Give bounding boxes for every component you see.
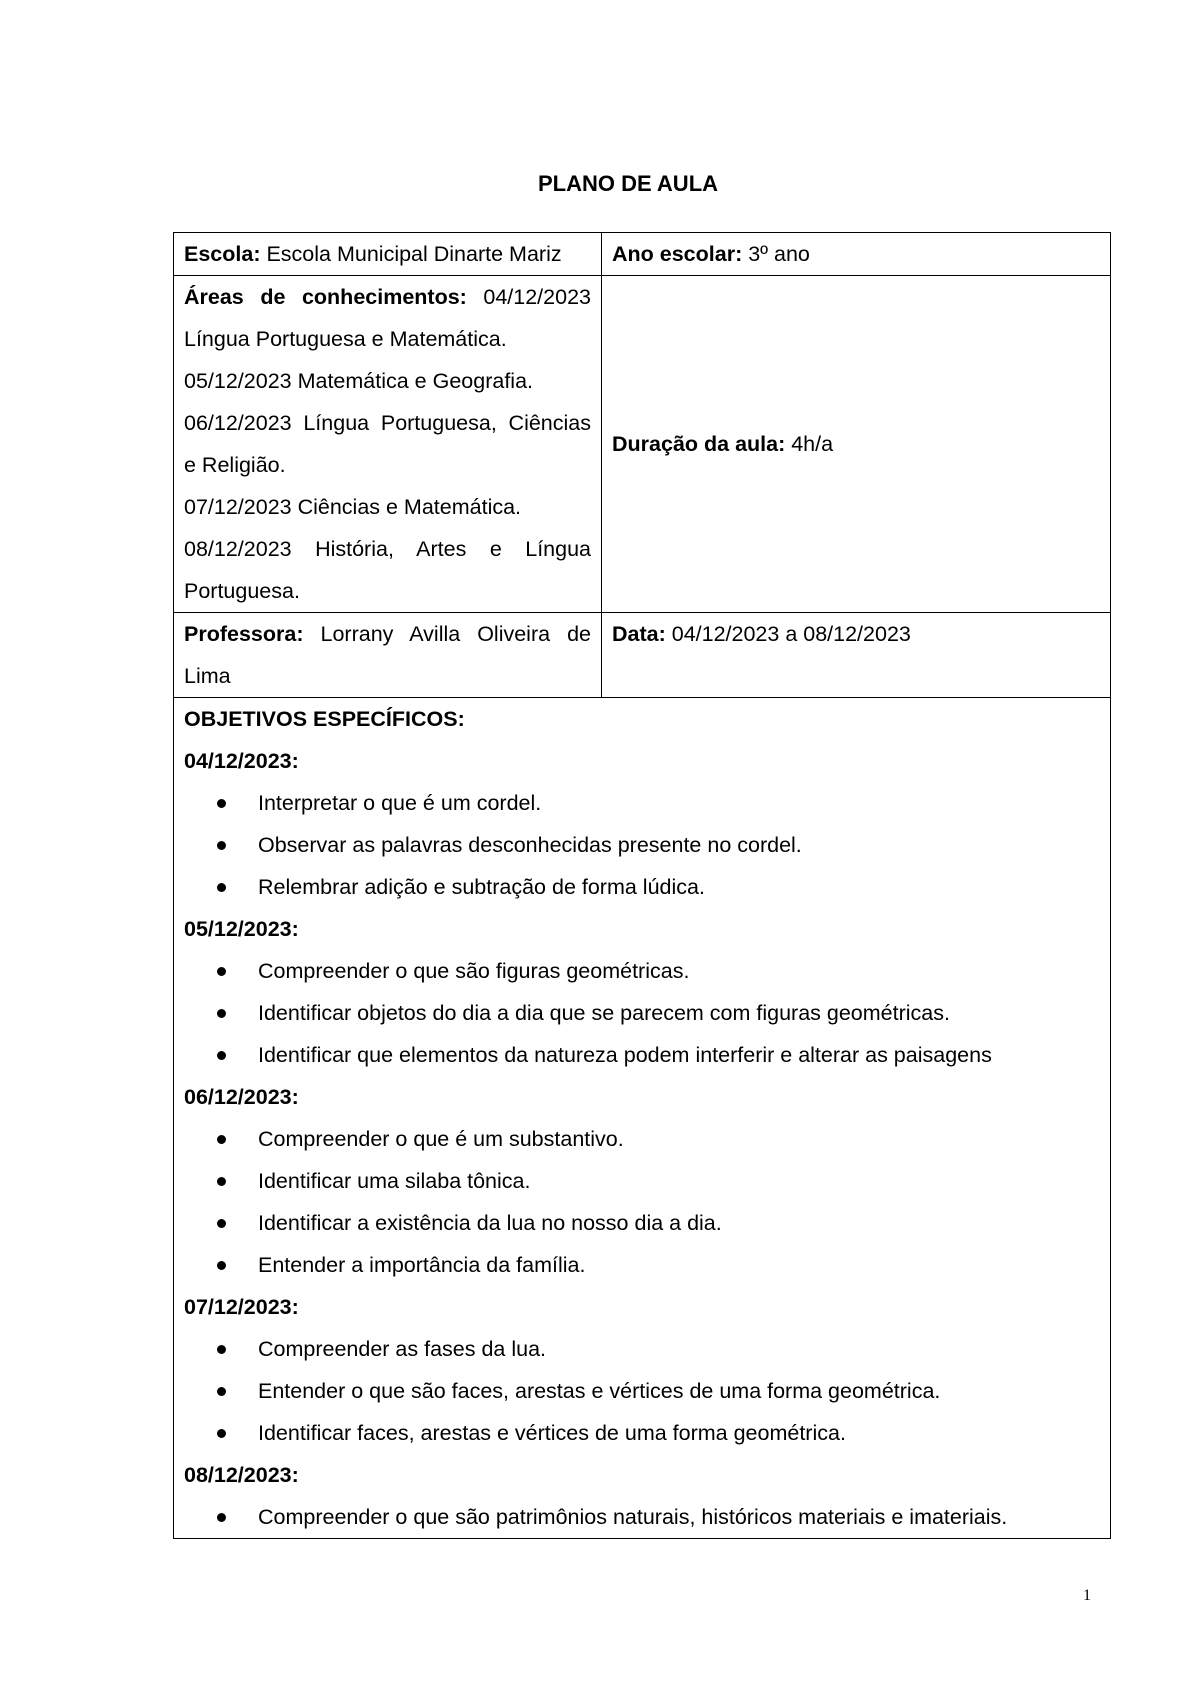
list-item	[212, 1202, 1100, 1244]
areas-line-3: 06/12/2023 Língua Portuguesa, Ciências e Religião.	[184, 411, 591, 477]
professora-label: Professora:	[184, 622, 304, 646]
data-label: Data:	[612, 622, 666, 646]
data-value: 04/12/2023 a 08/12/2023	[665, 622, 911, 646]
bullet-icon	[217, 883, 226, 892]
professora-cell	[174, 613, 602, 698]
duracao-cell	[602, 276, 1111, 613]
list-item-text: Entender a importância da família.	[258, 1253, 586, 1277]
bullet-icon	[217, 1009, 226, 1018]
list-item-text: Compreender as fases da lua.	[258, 1337, 547, 1361]
bullet-icon	[217, 1135, 226, 1144]
areas-line-2: 05/12/2023 Matemática e Geografia.	[184, 369, 533, 393]
bullet-icon	[217, 1429, 226, 1438]
bullet-icon	[217, 841, 226, 850]
objetivos-title: OBJETIVOS ESPECÍFICOS:	[184, 707, 465, 731]
day-date: 06/12/2023:	[184, 1085, 299, 1109]
list-item	[212, 1034, 1100, 1076]
list-item	[212, 1160, 1100, 1202]
list-item	[212, 950, 1100, 992]
list-item-text: Identificar uma silaba tônica.	[258, 1169, 531, 1193]
duracao-value: 4h/a	[785, 432, 834, 456]
table-row	[174, 613, 1111, 698]
list-item-text: Entender o que são faces, arestas e vértices de uma forma geométrica.	[258, 1379, 941, 1403]
list-item-text: Interpretar o que é um cordel.	[258, 791, 542, 815]
lesson-plan-table	[173, 232, 1111, 1539]
ano-label: Ano escolar:	[612, 242, 743, 266]
escola-label: Escola:	[184, 242, 261, 266]
document-title: PLANO DE AULA	[537, 171, 719, 196]
list-item	[212, 866, 1100, 908]
bullet-icon	[217, 967, 226, 976]
data-cell	[602, 613, 1111, 698]
day-date: 04/12/2023:	[184, 749, 299, 773]
areas-line-1	[184, 276, 591, 360]
professora-value: Lorrany Avilla Oliveira de Lima	[184, 622, 591, 688]
ano-cell	[602, 233, 1111, 276]
day-date: 05/12/2023:	[184, 917, 299, 941]
list-item-text: Identificar objetos do dia a dia que se parecem com figuras geométricas.	[258, 1001, 950, 1025]
list-item	[212, 1244, 1100, 1286]
ano-value: 3º ano	[742, 242, 810, 266]
list-item	[212, 992, 1100, 1034]
list-item	[212, 824, 1100, 866]
bullet-icon	[217, 1513, 226, 1522]
objective-list	[184, 950, 1100, 1076]
list-item-text: Observar as palavras desconhecidas presente no cordel.	[258, 833, 802, 857]
duracao-label: Duração da aula:	[612, 432, 786, 456]
list-item	[212, 1328, 1100, 1370]
list-item-text: Identificar a existência da lua no nosso dia a dia.	[258, 1211, 722, 1235]
objective-list	[184, 782, 1100, 908]
areas-line-4: 07/12/2023 Ciências e Matemática.	[184, 495, 522, 519]
list-item-text: Identificar que elementos da natureza podem interferir e alterar as paisagens	[258, 1043, 992, 1067]
bullet-icon	[217, 1219, 226, 1228]
bullet-icon	[217, 799, 226, 808]
bullet-icon	[217, 1051, 226, 1060]
list-item-text: Identificar faces, arestas e vértices de uma forma geométrica.	[258, 1421, 846, 1445]
list-item	[212, 1412, 1100, 1454]
page-number: 1	[1083, 1587, 1091, 1604]
escola-cell	[174, 233, 602, 276]
list-item-text: Compreender o que são figuras geométricas.	[258, 959, 690, 983]
objetivos-cell	[174, 698, 1111, 1539]
list-item	[212, 1118, 1100, 1160]
objective-list	[184, 1328, 1100, 1454]
day-date: 07/12/2023:	[184, 1295, 299, 1319]
table-row	[174, 276, 1111, 613]
objective-list	[184, 1496, 1100, 1538]
list-item-text: Compreender o que são patrimônios naturais, históricos materiais e imateriais.	[258, 1505, 1008, 1529]
list-item	[212, 782, 1100, 824]
bullet-icon	[217, 1177, 226, 1186]
areas-line: 04/12/2023 Língua Portuguesa e Matemática.	[184, 285, 591, 351]
list-item	[212, 1496, 1100, 1538]
bullet-icon	[217, 1261, 226, 1270]
list-item	[212, 1370, 1100, 1412]
areas-label: Áreas de conhecimentos:	[184, 285, 467, 309]
list-item-text: Compreender o que é um substantivo.	[258, 1127, 624, 1151]
table-row	[174, 698, 1111, 1539]
areas-line-5: 08/12/2023 História, Artes e Língua Portuguesa.	[184, 537, 591, 603]
day-date: 08/12/2023:	[184, 1463, 299, 1487]
objective-list	[184, 1118, 1100, 1286]
list-item-text: Relembrar adição e subtração de forma lúdica.	[258, 875, 705, 899]
escola-value: Escola Municipal Dinarte Mariz	[260, 242, 562, 266]
areas-cell	[174, 276, 602, 613]
bullet-icon	[217, 1387, 226, 1396]
table-row	[174, 233, 1111, 276]
bullet-icon	[217, 1345, 226, 1354]
